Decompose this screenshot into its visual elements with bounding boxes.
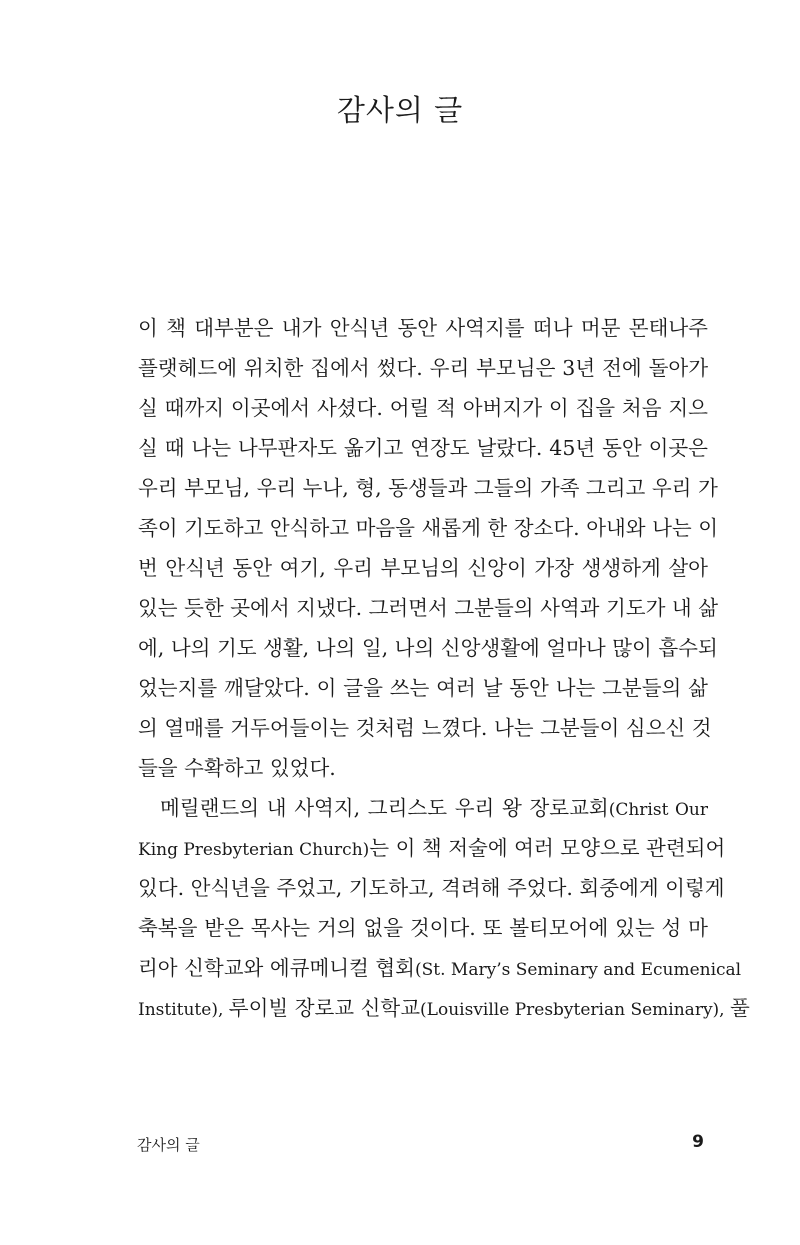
text-segment-latin: (Louisville Presbyterian Seminary), bbox=[420, 1000, 730, 1020]
text-line bbox=[138, 948, 742, 988]
page-number: 9 bbox=[692, 1132, 704, 1152]
page-title: 감사의 글 bbox=[336, 93, 464, 127]
text-line: 에, 나의 기도 생활, 나의 일, 나의 신앙생활에 얼마나 많이 흡수되 bbox=[138, 636, 718, 660]
text-segment: 축복을 받은 목사는 거의 없을 것이다. 또 볼티모어에 있는 성 마 bbox=[138, 916, 708, 940]
text-line: 족이 기도하고 안식하고 마음을 새롭게 한 장소다. 아내와 나는 이 bbox=[138, 516, 719, 540]
text-segment-latin: Institute), bbox=[138, 1000, 229, 1020]
text-line bbox=[138, 988, 750, 1028]
text-line: 이 책 대부분은 내가 안식년 동안 사역지를 떠나 머문 몬태나주 bbox=[138, 316, 708, 340]
text-segment: 루이빌 장로교 신학교 bbox=[228, 996, 421, 1020]
text-line: 플랫헤드에 위치한 집에서 썼다. 우리 부모님은 3년 전에 돌아가 bbox=[138, 356, 708, 380]
text-line: 었는지를 깨달았다. 이 글을 쓰는 여러 날 동안 나는 그분들의 삶 bbox=[138, 676, 708, 700]
text-line: 있는 듯한 곳에서 지냈다. 그러면서 그분들의 사역과 기도가 내 삶 bbox=[138, 596, 719, 620]
running-head: 감사의 글 bbox=[137, 1136, 200, 1154]
text-segment: 리아 신학교와 에큐메니컬 협회 bbox=[138, 956, 415, 980]
text-line bbox=[138, 868, 725, 908]
text-line: 실 때 나는 나무판자도 옮기고 연장도 날랐다. 45년 동안 이곳은 bbox=[138, 436, 708, 460]
text-segment: 있다. 안식년을 주었고, 기도하고, 격려해 주었다. 회중에게 이렇게 bbox=[138, 876, 725, 900]
text-line: 우리 부모님, 우리 누나, 형, 동생들과 그들의 가족 그리고 우리 가 bbox=[138, 476, 718, 500]
text-line: 실 때까지 이곳에서 사셨다. 어릴 적 아버지가 이 집을 처음 지으 bbox=[138, 396, 708, 420]
text-segment-latin: (St. Mary’s Seminary and Ecumenical bbox=[415, 960, 742, 980]
text-segment: 는 이 책 저술에 여러 모양으로 관련되어 bbox=[369, 836, 726, 860]
text-segment-latin: (Christ Our bbox=[608, 800, 708, 820]
text-line bbox=[138, 788, 708, 828]
text-line: 의 열매를 거두어들이는 것처럼 느꼈다. 나는 그분들이 심으신 것 bbox=[138, 716, 712, 740]
text-segment-latin: King Presbyterian Church) bbox=[138, 840, 370, 860]
body-text bbox=[138, 308, 750, 1028]
text-line bbox=[138, 908, 708, 948]
text-line: 들을 수확하고 있었다. bbox=[138, 756, 336, 780]
text-segment: 메릴랜드의 내 사역지, 그리스도 우리 왕 장로교회 bbox=[160, 796, 609, 820]
text-line: 번 안식년 동안 여기, 우리 부모님의 신앙이 가장 생생하게 살아 bbox=[138, 556, 708, 580]
text-segment: 풀 bbox=[730, 996, 750, 1020]
text-line bbox=[138, 828, 726, 868]
